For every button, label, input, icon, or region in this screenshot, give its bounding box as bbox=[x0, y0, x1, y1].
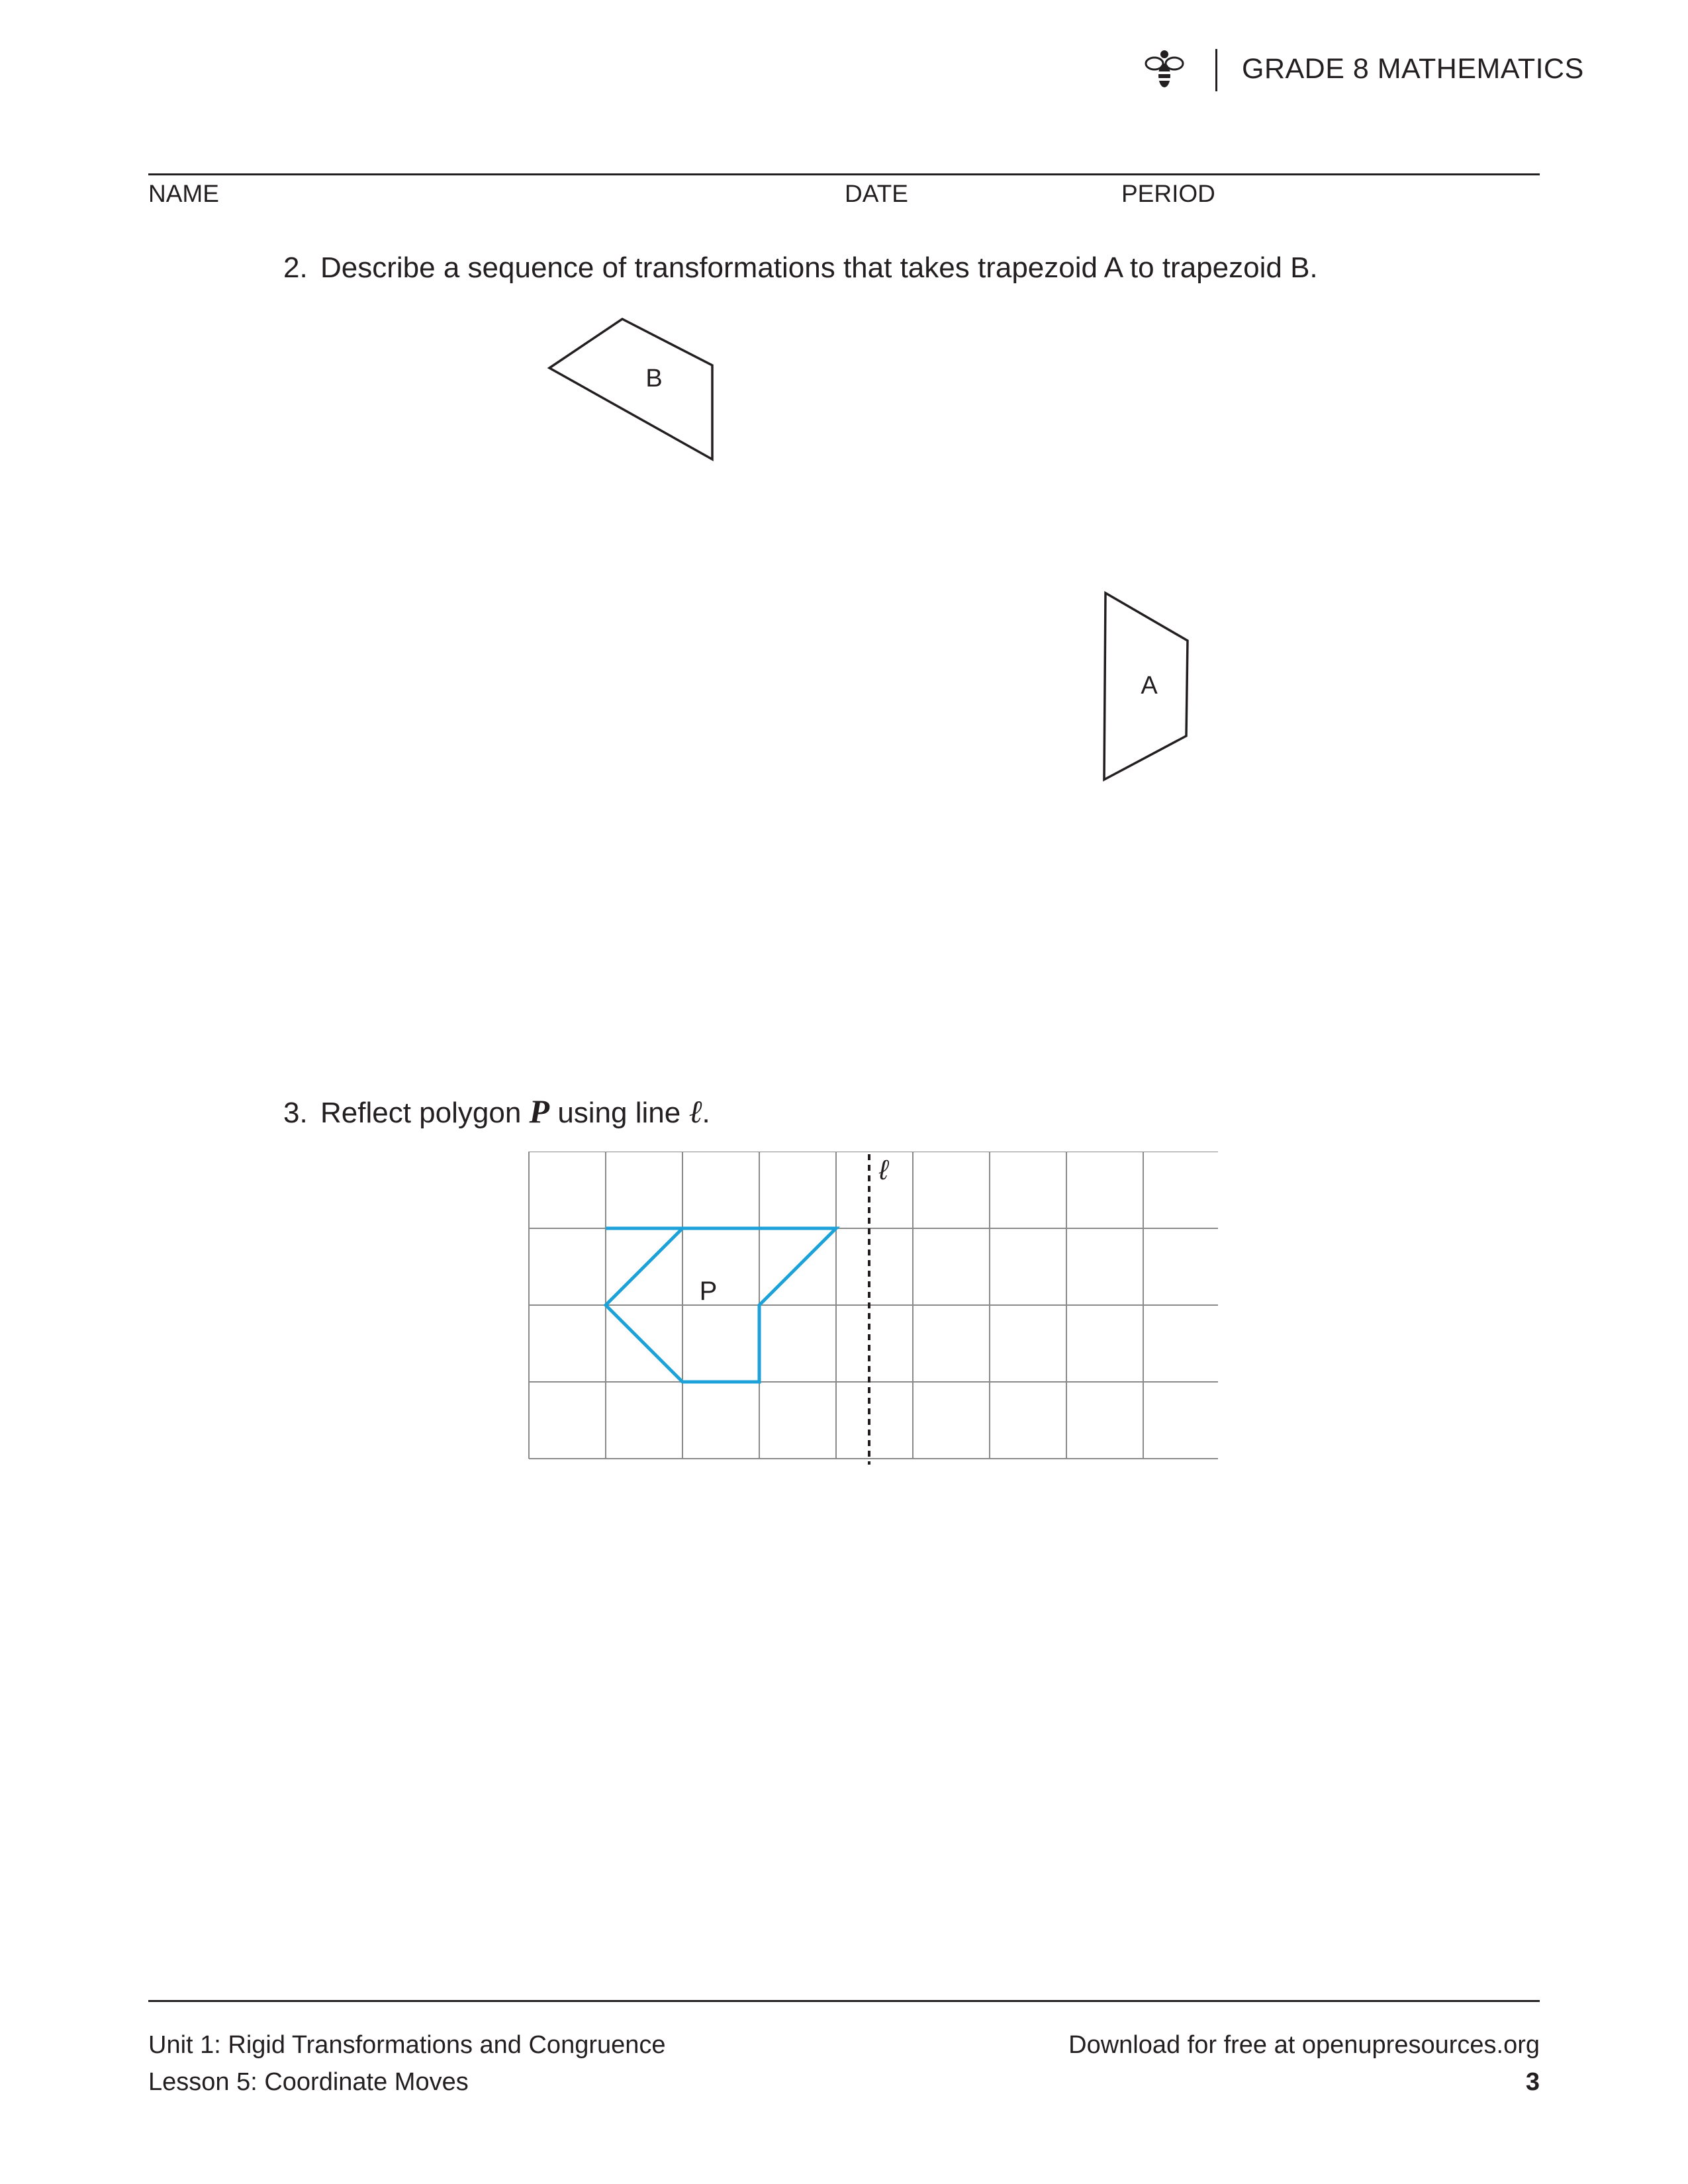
question-3-text-after: . bbox=[702, 1097, 710, 1129]
trapezoid-b bbox=[549, 319, 712, 459]
name-label: NAME bbox=[148, 180, 219, 207]
question-2-number: 2. bbox=[283, 251, 308, 284]
page-number: 3 bbox=[1525, 2068, 1540, 2096]
question-3-number: 3. bbox=[283, 1097, 308, 1129]
page-header-title: GRADE 8 MATHEMATICS bbox=[1242, 53, 1584, 85]
footer-left bbox=[148, 2026, 666, 2101]
polygon-symbol: P bbox=[529, 1093, 550, 1130]
question-2-text: Describe a sequence of transformations that takes trapezoid A to trapezoid B. bbox=[320, 251, 1318, 284]
footer-lesson: Lesson 5: Coordinate Moves bbox=[148, 2068, 469, 2096]
reflection-line-label: ℓ bbox=[879, 1154, 888, 1185]
line-symbol: ℓ bbox=[688, 1095, 702, 1130]
grid bbox=[529, 1152, 1218, 1459]
reflection-grid-figure bbox=[516, 1152, 1218, 1476]
question-3-text-before: Reflect polygon bbox=[320, 1097, 522, 1129]
trapezoid-figure bbox=[0, 0, 1688, 860]
footer-unit: Unit 1: Rigid Transformations and Congruence bbox=[148, 2031, 666, 2059]
date-label: DATE bbox=[845, 180, 908, 207]
footer-right bbox=[1068, 2026, 1540, 2101]
polygon-p-label: P bbox=[699, 1277, 718, 1306]
question-3-text-middle: using line bbox=[557, 1097, 681, 1129]
footer-download-link[interactable]: Download for free at openupresources.org bbox=[1068, 2031, 1540, 2059]
trapezoid-a-label: A bbox=[1141, 672, 1158, 700]
footer-line bbox=[148, 2000, 1540, 2002]
question-3 bbox=[283, 1092, 710, 1130]
period-label: PERIOD bbox=[1121, 180, 1215, 207]
trapezoid-b-label: B bbox=[645, 365, 663, 392]
